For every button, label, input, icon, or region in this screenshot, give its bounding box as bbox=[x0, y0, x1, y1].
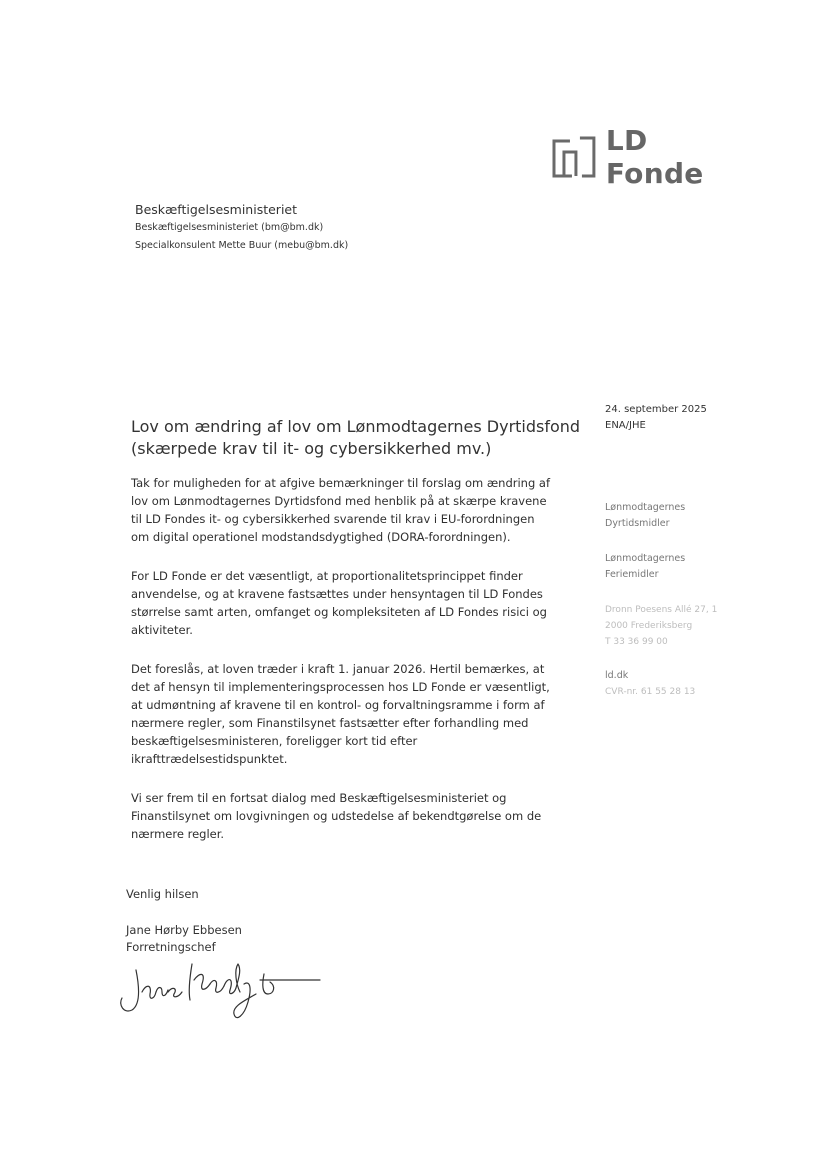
closing-greeting: Venlig hilsen bbox=[126, 887, 199, 901]
entity2-line1: Lønmodtagernes bbox=[605, 553, 686, 564]
paragraph-4: Vi ser frem til en fortsat dialog med Beskæftigelsesministeriet og Finanstilsynet om lovgivningen og udstedelse af bekendtgørelse om de nærmere regler. bbox=[131, 791, 542, 841]
address-line1: Dronn Poesens Allé 27, 1 bbox=[605, 605, 718, 615]
entity2-line2: Feriemidler bbox=[605, 569, 659, 580]
date-reference-block bbox=[605, 402, 707, 434]
paragraph-3: Det foreslås, at loven træder i kraft 1. januar 2026. Hertil bemærkes, at det af hensyn til implementeringsprocessen hos LD Fonde er væsentligt, at udmøntning af kravene til en kontrol- og forvaltningsramme i form af nærmere regler, som Finanstilsynet fastsætter efter forhandling med beskæftigelsesministeren, foreligger kort tid efter ikrafttrædelsestidspunktet. bbox=[131, 662, 550, 766]
cvr-number: CVR-nr. 61 55 28 13 bbox=[605, 687, 696, 697]
entity1-line2: Dyrtidsmidler bbox=[605, 518, 670, 529]
signer-name: Jane Hørby Ebbesen bbox=[126, 923, 242, 937]
signer-title: Forretningschef bbox=[126, 940, 216, 954]
letter-body bbox=[131, 474, 551, 864]
handwritten-signature bbox=[110, 950, 330, 1035]
title-line-2: (skærpede krav til it- og cybersikkerhed mv.) bbox=[131, 439, 492, 458]
ld-fonde-logo-icon bbox=[550, 134, 598, 180]
ld-fonde-logo bbox=[550, 124, 755, 190]
letter-date: 24. september 2025 bbox=[605, 404, 707, 415]
letter-title bbox=[131, 416, 591, 460]
phone-line: T 33 36 99 00 bbox=[605, 637, 668, 647]
sidebar-web bbox=[605, 668, 628, 684]
recipient-contact-line: Specialkonsulent Mette Buur (mebu@bm.dk) bbox=[135, 240, 349, 251]
sidebar-cvr bbox=[605, 684, 695, 700]
entity1-line1: Lønmodtagernes bbox=[605, 502, 686, 513]
sidebar-address bbox=[605, 602, 717, 650]
logo-text: LD Fonde bbox=[605, 124, 704, 190]
title-line-1: Lov om ændring af lov om Lønmodtagernes Dyrtidsfond bbox=[131, 417, 581, 436]
recipient-name: Beskæftigelsesministeriet bbox=[135, 202, 298, 217]
recipient-block bbox=[135, 201, 348, 255]
sidebar-entity-feriemidler bbox=[605, 551, 685, 583]
website: ld.dk bbox=[605, 670, 629, 681]
recipient-email-line: Beskæftigelsesministeriet (bm@bm.dk) bbox=[135, 222, 324, 233]
paragraph-2: For LD Fonde er det væsentligt, at proportionalitetsprincippet finder anvendelse, og at kravene fastsættes under hensyntagen til LD Fondes størrelse samt arten, omfanget og kompleksiteten af LD Fondes risici og aktiviteter. bbox=[131, 569, 547, 637]
paragraph-1: Tak for muligheden for at afgive bemærkninger til forslag om ændring af lov om Lønmodtagernes Dyrtidsfond med henblik på at skærpe kravene til LD Fondes it- og cybersikkerhed svarende til krav i EU-forordningen om digital operationel modstandsdygtighed (DORA-forordningen). bbox=[131, 476, 551, 544]
letter-reference: ENA/JHE bbox=[605, 420, 646, 431]
address-line2: 2000 Frederiksberg bbox=[605, 621, 693, 631]
sidebar-entity-dyrtidsmidler bbox=[605, 500, 685, 532]
